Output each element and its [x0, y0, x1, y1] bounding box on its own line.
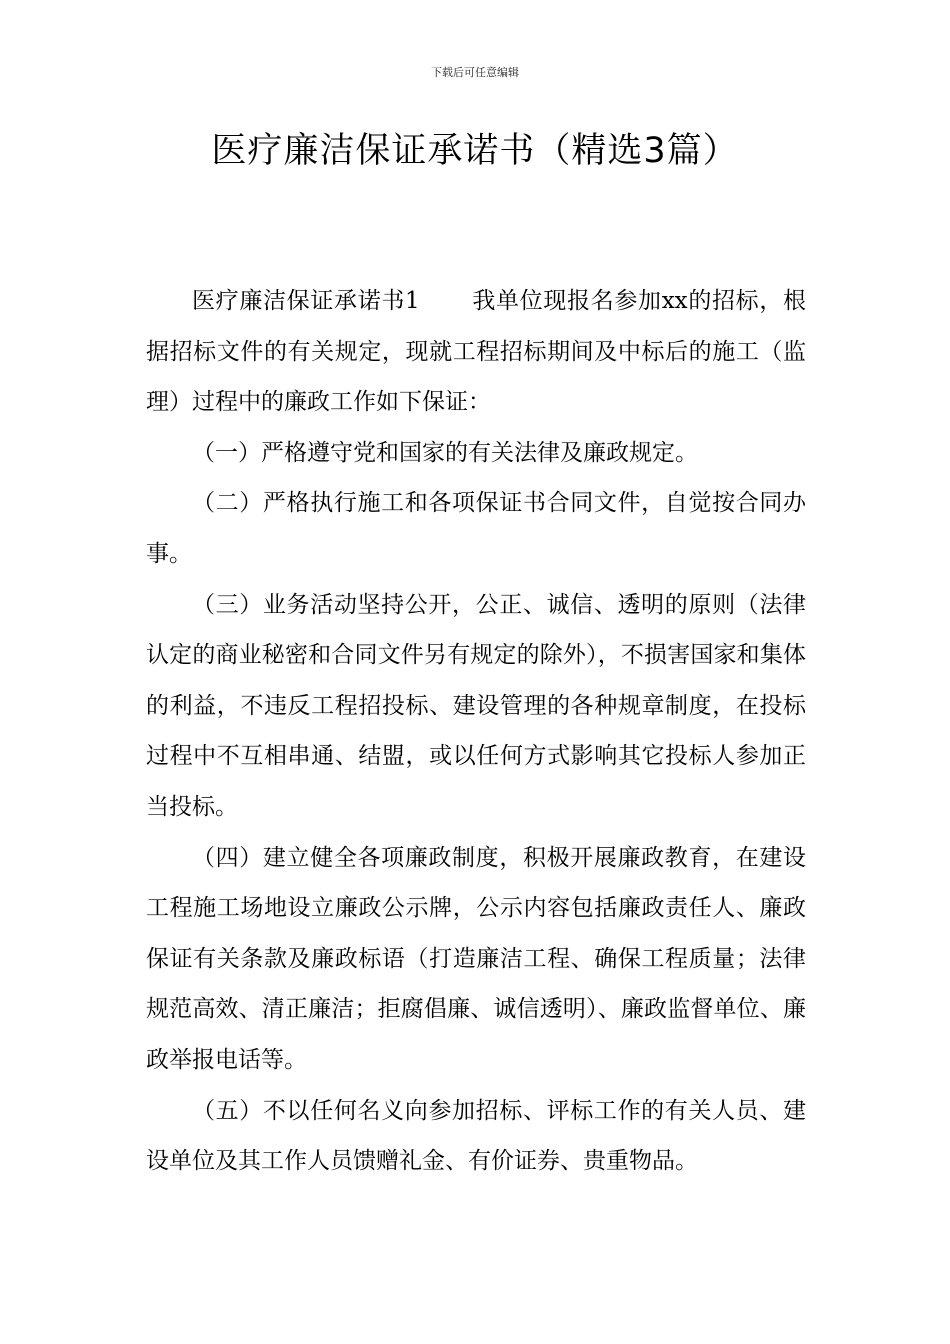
- paragraph-3: （三）业务活动坚持公开，公正、诚信、透明的原则（法律认定的商业秘密和合同文件另有规定的除外），不损害国家和集体的利益，不违反工程招投标、建设管理的各种规章制度，在投标过程中不互相串通、结盟，或以任何方式影响其它投标人参加正当投标。: [146, 591, 806, 820]
- document-body: [146, 276, 806, 1187]
- intro-heading: 医疗廉洁保证承诺书1: [192, 288, 420, 314]
- paragraph-5: （五）不以任何名义向参加招标、评标工作的有关人员、建设单位及其工作人员馈赠礼金、有价证券、贵重物品。: [146, 1097, 806, 1175]
- paragraph-2: （二）严格执行施工和各项保证书合同文件，自觉按合同办事。: [146, 490, 806, 567]
- paragraph-1: （一）严格遵守党和国家的有关法律及廉政规定。: [192, 439, 698, 466]
- intro-text: 我单位现报名参加xx的招标，根据招标文件的有关规定，现就工程招标期间及中标后的施工（监理）过程中的廉政工作如下保证：: [146, 288, 806, 416]
- header-note: 下载后可任意编辑: [431, 66, 519, 79]
- intro-paragraph: [146, 276, 806, 428]
- paragraph-4: （四）建立健全各项廉政制度，积极开展廉政教育，在建设工程施工场地设立廉政公示牌，公示内容包括廉政责任人、廉政保证有关条款及廉政标语（打造廉洁工程、确保工程质量；法律规范高效、清正廉洁；拒腐倡廉、诚信透明）、廉政监督单位、廉政举报电话等。: [146, 844, 806, 1073]
- document-title: 医疗廉洁保证承诺书（精选3篇）: [211, 131, 739, 171]
